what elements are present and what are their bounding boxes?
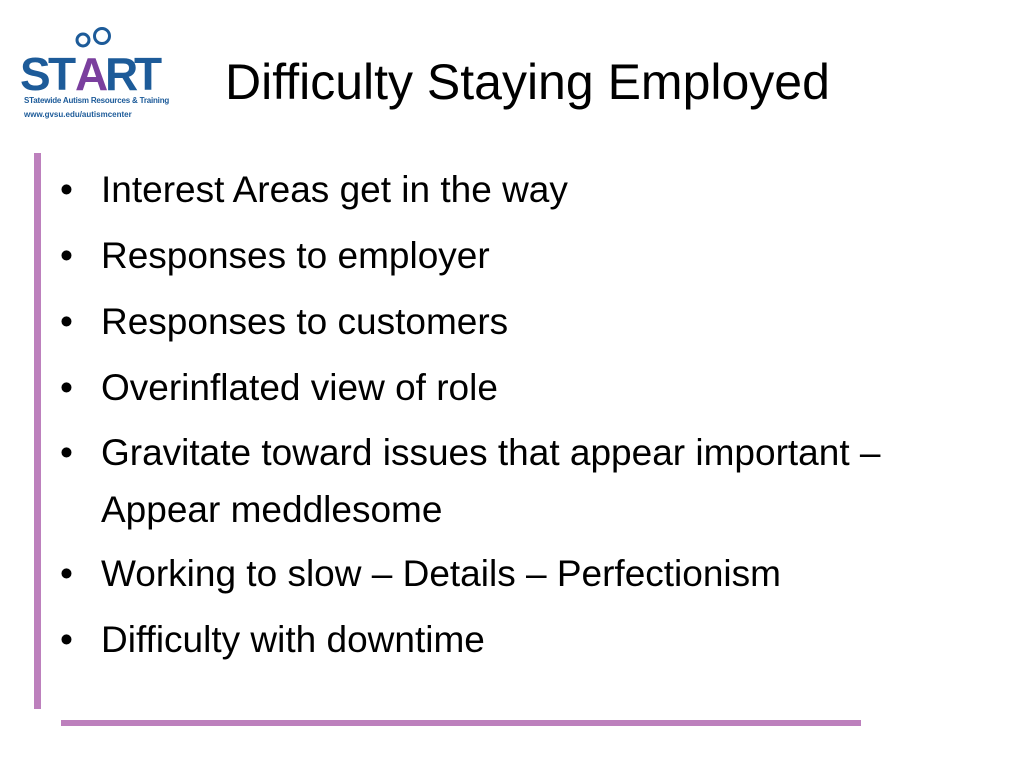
- logo-letter-s: S: [20, 48, 51, 96]
- bullet-dot: •: [60, 432, 73, 473]
- bullet-item: [56, 610, 976, 670]
- bullet-item: [56, 292, 976, 352]
- logo-head-2: [95, 29, 110, 44]
- bottom-accent-rule: [61, 720, 861, 726]
- left-accent-rule: [34, 153, 41, 709]
- bullet-text: Responses to employer: [101, 235, 490, 276]
- bullet-dot: •: [60, 553, 73, 594]
- bullet-item: [56, 424, 976, 538]
- start-logo-graphic: [18, 22, 168, 96]
- bullet-text: Responses to customers: [101, 301, 509, 342]
- bullet-dot: •: [60, 367, 73, 408]
- bullet-item: [56, 358, 976, 418]
- bullet-list: [56, 160, 976, 676]
- bullet-dot: •: [60, 301, 73, 342]
- logo-tagline: STatewide Autism Resources & Training: [24, 96, 170, 105]
- logo-letter-a: A: [75, 48, 109, 96]
- bullet-text: Overinflated view of role: [101, 367, 498, 408]
- bullet-item: [56, 544, 976, 604]
- start-logo: [18, 22, 168, 124]
- slide-title: Difficulty Staying Employed: [225, 54, 830, 110]
- bullet-item: [56, 160, 976, 220]
- bullet-item: [56, 226, 976, 286]
- logo-head-1: [77, 34, 89, 46]
- bullet-dot: •: [60, 235, 73, 276]
- bullet-dot: •: [60, 169, 73, 210]
- bullet-text: Working to slow – Details – Perfectionism: [101, 553, 781, 594]
- bullet-text: Interest Areas get in the way: [101, 169, 568, 210]
- logo-letter-t: T: [48, 48, 77, 96]
- logo-url: www.gvsu.edu/autismcenter: [24, 110, 132, 119]
- bullet-text: Gravitate toward issues that appear important – Appear meddlesome: [101, 432, 881, 530]
- logo-letter-t2: T: [134, 48, 163, 96]
- bullet-text: Difficulty with downtime: [101, 619, 485, 660]
- logo-letter-r: R: [105, 48, 139, 96]
- bullet-dot: •: [60, 619, 73, 660]
